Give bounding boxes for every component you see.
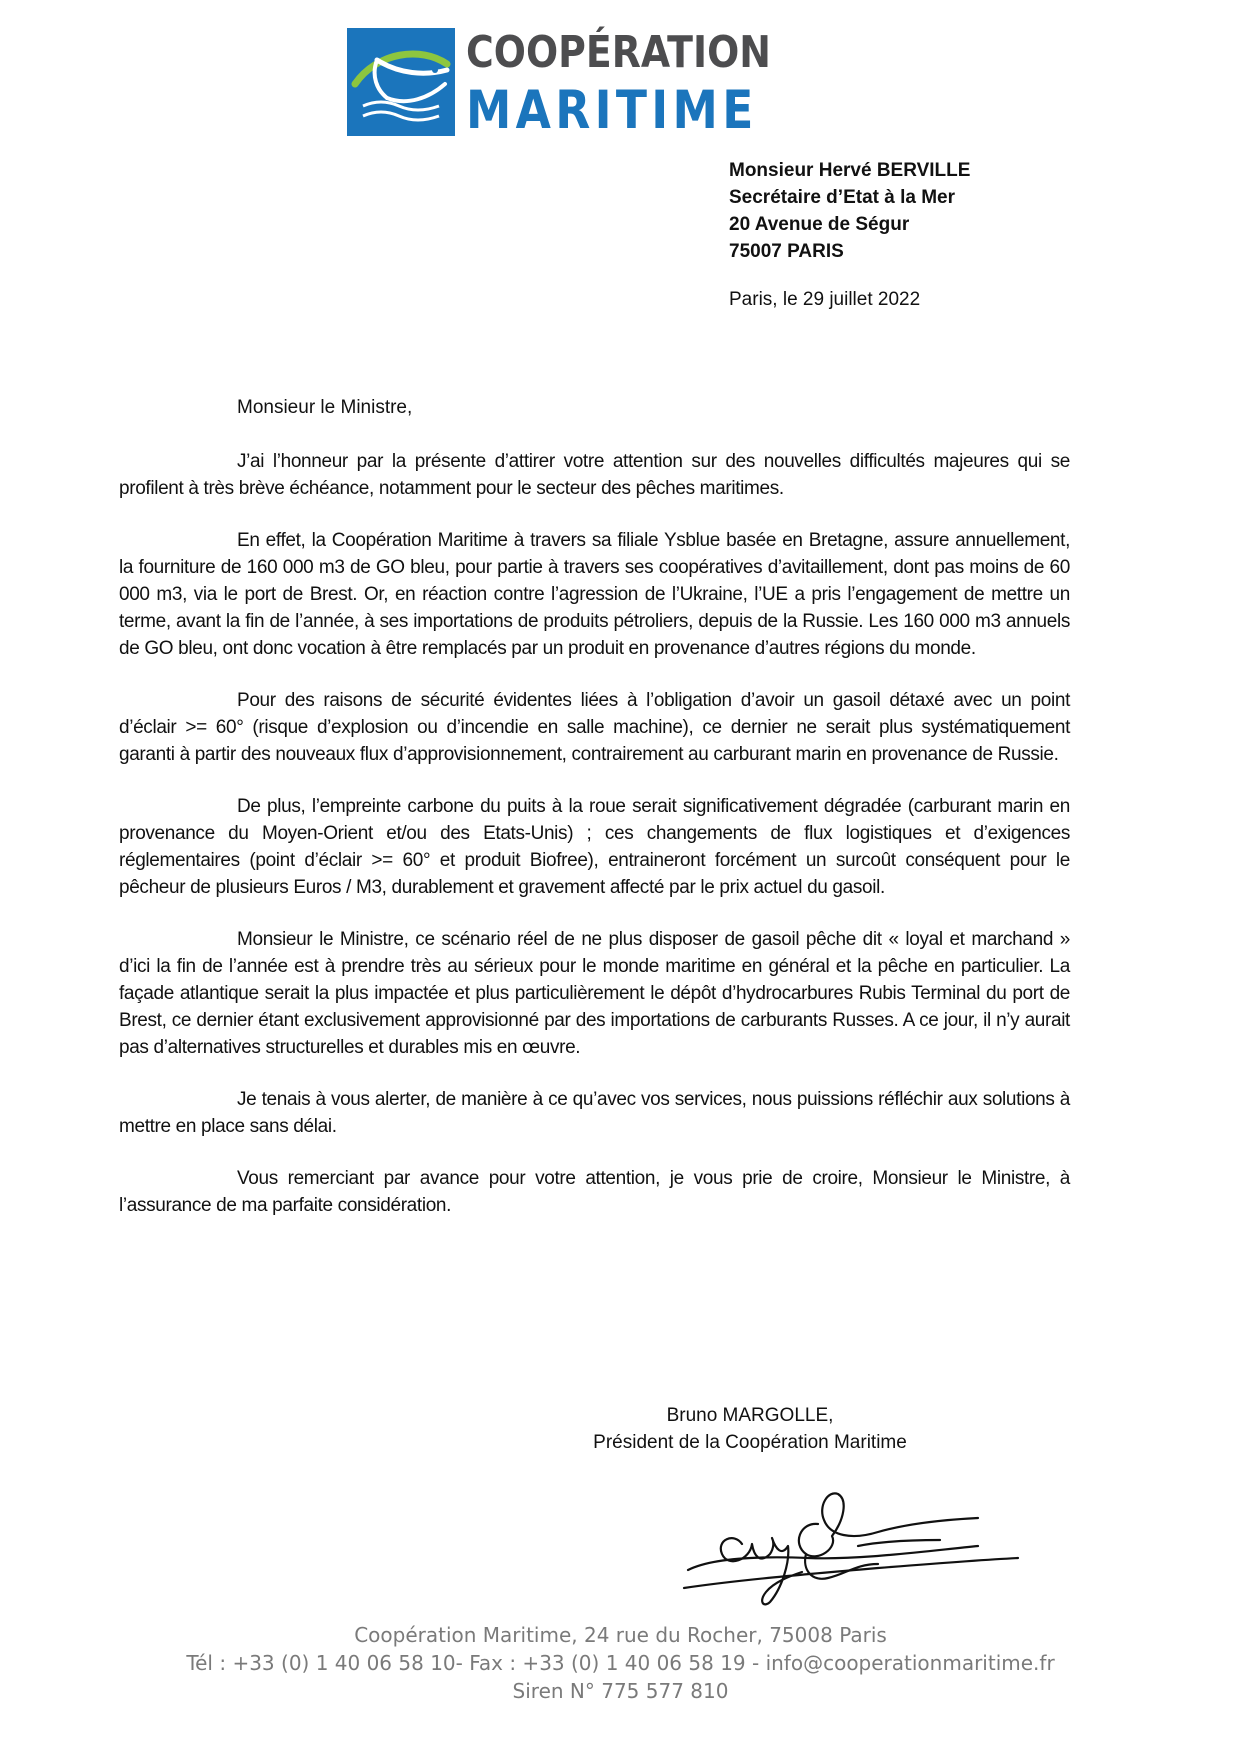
recipient-city: 75007 PARIS bbox=[729, 241, 844, 262]
footer-address: Coopération Maritime, 24 rue du Rocher, 75008 Paris bbox=[354, 1623, 887, 1647]
recipient-street: 20 Avenue de Ségur bbox=[729, 214, 910, 235]
letter-footer bbox=[0, 1621, 1241, 1705]
body-paragraph: De plus, l’empreinte carbone du puits à la roue serait significativement dégradée (carburant marin en provenance du Moyen-Orient et/ou des Etats-Unis) ; ces changements de flux logistiques et d’exigences réglementaires (point d’éclair >= 60° et produit Biofree), entraineront forcément un surcoût conséquent pour le pêcheur de plusieurs Euros / M3, durablement et gravement affecté par le prix actuel du gasoil. bbox=[119, 796, 1070, 898]
recipient-name: Monsieur Hervé BERVILLE bbox=[729, 160, 971, 181]
body-paragraph: Pour des raisons de sécurité évidentes liées à l’obligation d’avoir un gasoil détaxé avec un point d’éclair >= 60° (risque d’explosion ou d’incendie en salle machine), ce dernier ne serait plus systématiquement garanti à partir des nouveaux flux d’approvisionnement, contrairement au carburant marin en provenance de Russie. bbox=[119, 690, 1070, 765]
body-paragraph: Je tenais à vous alerter, de manière à ce qu’avec vos services, nous puissions réfléchir aux solutions à mettre en place sans délai. bbox=[119, 1089, 1070, 1137]
footer-contact: Tél : +33 (0) 1 40 06 58 10- Fax : +33 (0) 1 40 06 58 19 - info@cooperationmaritime.fr bbox=[186, 1651, 1055, 1675]
footer-siren: Siren N° 775 577 810 bbox=[512, 1679, 729, 1703]
letter-body bbox=[119, 448, 1070, 1244]
letter-date: Paris, le 29 juillet 2022 bbox=[729, 289, 921, 310]
company-logo bbox=[347, 27, 771, 141]
recipient-address-block bbox=[729, 157, 970, 265]
body-paragraph: J’ai l’honneur par la présente d’attirer votre attention sur des nouvelles difficultés majeures qui se profilent à très brève échéance, notamment pour le secteur des pêches maritimes. bbox=[119, 451, 1070, 499]
fish-logo-icon bbox=[347, 28, 455, 136]
signature-icon bbox=[678, 1484, 1024, 1612]
logo-wordmark bbox=[466, 27, 776, 141]
signer-name: Bruno MARGOLLE, bbox=[666, 1405, 834, 1426]
signer-title: Président de la Coopération Maritime bbox=[593, 1432, 907, 1453]
salutation: Monsieur le Ministre, bbox=[237, 397, 413, 418]
recipient-title: Secrétaire d’Etat à la Mer bbox=[729, 187, 955, 208]
body-paragraph: Vous remerciant par avance pour votre attention, je vous prie de croire, Monsieur le Ministre, à l’assurance de ma parfaite considération. bbox=[119, 1168, 1070, 1216]
logo-line-cooperation: COOPÉRATION bbox=[466, 27, 771, 78]
body-paragraph: Monsieur le Ministre, ce scénario réel de ne plus disposer de gasoil pêche dit « loyal et marchand » d’ici la fin de l’année est à prendre très au sérieux pour le monde maritime en général et la pêche en particulier. La façade atlantique serait la plus impactée et plus particulièrement le dépôt d’hydrocarbures Rubis Terminal du port de Brest, ce dernier étant exclusivement approvisionné par des importations de carburants Russes. A ce jour, il n’y aurait pas d’alternatives structurelles et durables mis en œuvre. bbox=[119, 929, 1070, 1058]
body-paragraph: En effet, la Coopération Maritime à travers sa filiale Ysblue basée en Bretagne, assure annuellement, la fourniture de 160 000 m3 de GO bleu, pour partie à travers ses coopératives d’avitaillement, dont pas moins de 60 000 m3, via le port de Brest. Or, en réaction contre l’agression de l’Ukraine, l’UE a pris l’engagement de mettre un terme, avant la fin de l’année, à ses importations de produits pétroliers, depuis de la Russie. Les 160 000 m3 annuels de GO bleu, ont donc vocation à être remplacés par un produit en provenance d’autres régions du monde. bbox=[119, 530, 1070, 659]
signer-block bbox=[560, 1402, 940, 1456]
logo-line-maritime: MARITIME bbox=[466, 80, 758, 141]
